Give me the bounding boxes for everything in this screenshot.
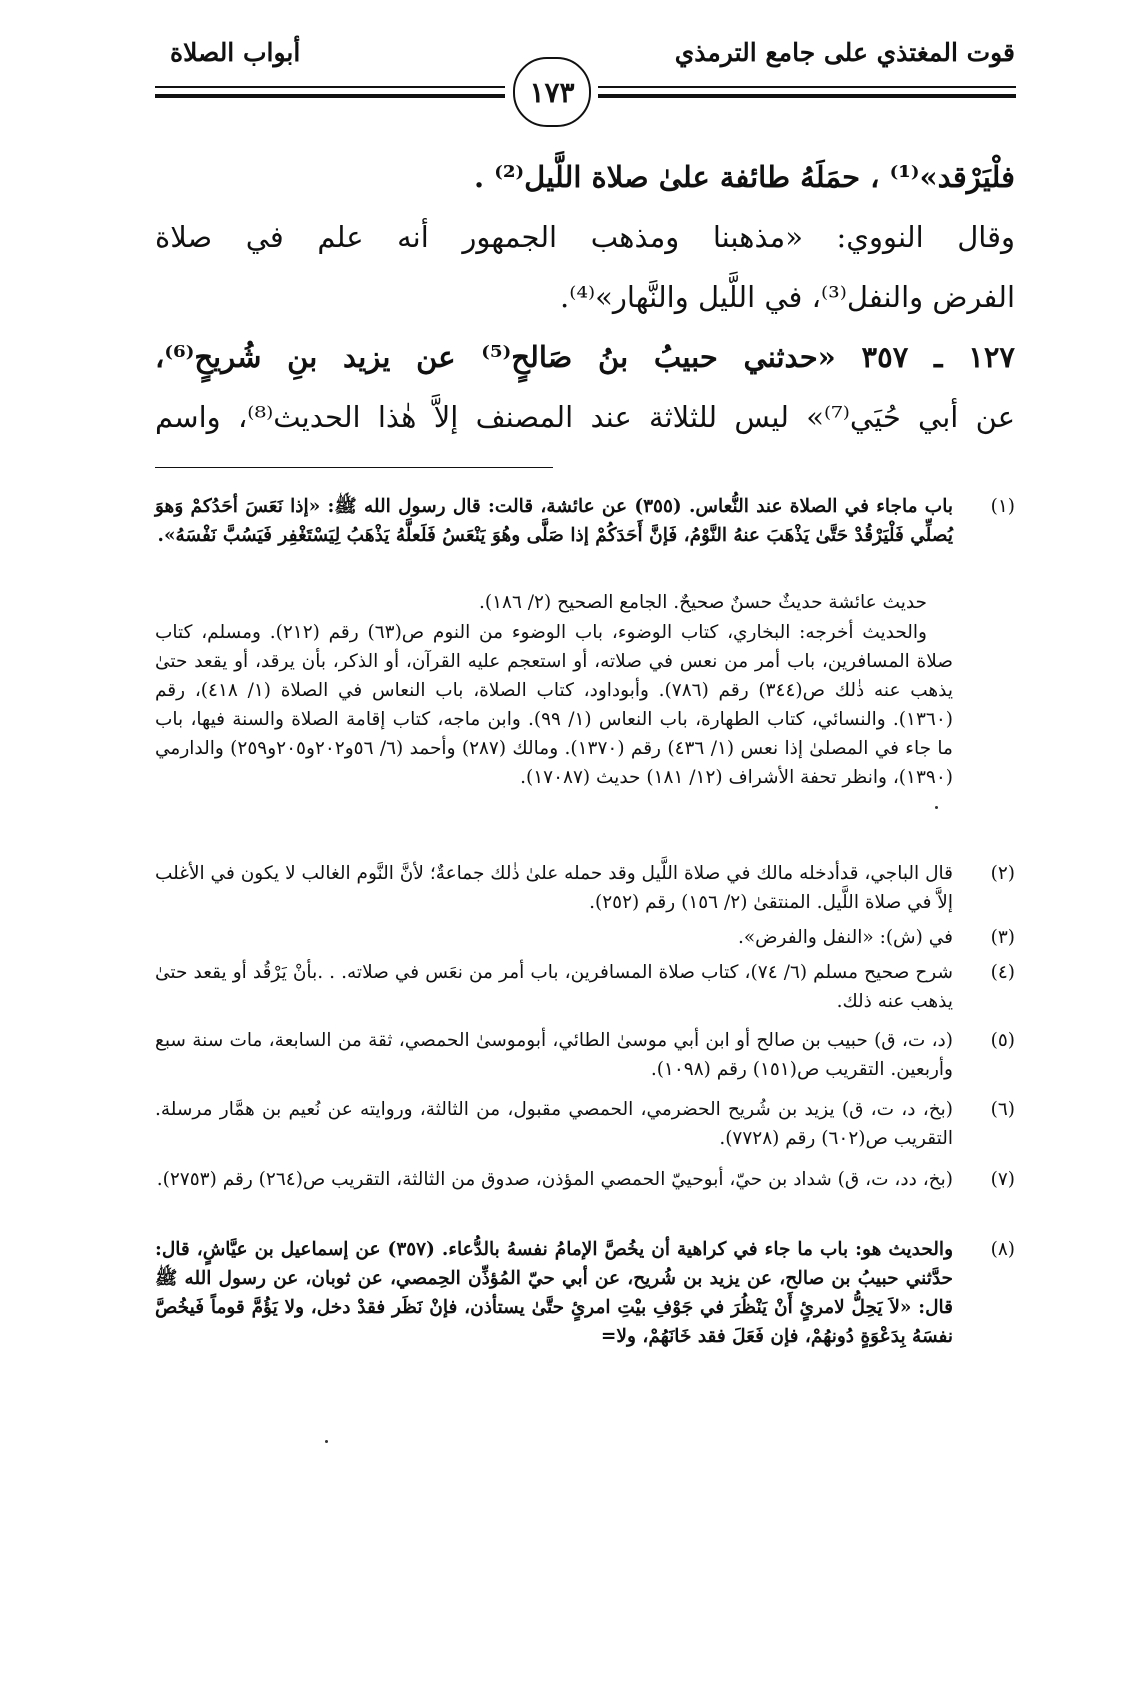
main-line-text: وقال النووي: «مذهبنا ومذهب الجمهور أنه علم في صلاة	[155, 220, 1015, 254]
print-speck	[935, 806, 938, 809]
print-speck	[325, 1440, 328, 1443]
main-line-text: الفرض والنفل⁽³⁾، في اللَّيل والنَّهار»⁽⁴⁾.	[560, 280, 1015, 314]
running-head-chapter-title: أبواب الصلاة	[170, 38, 301, 67]
footnote-number: (٥)	[990, 1030, 1015, 1051]
main-line	[155, 328, 1015, 386]
footnote-number: (٧)	[990, 1169, 1015, 1190]
footnote-number: (٢)	[990, 863, 1015, 884]
footnote-text: والحديث هو: باب ما جاء في كراهية أن يخُصَّ الإمامُ نفسهُ بالدُّعاء. (٣٥٧) عن إسماعيل بن عيَّاشٍ، قال: حدَّثني حبيبُ بن صالح، عن يزيد بن شُريح، عن أبي حيّ المُؤذِّن الحِمصي، عن ثوبان، عن رسول الله ﷺ قال: «لاَ يَحِلُّ لامرئٍ أَنْ يَنْظُرَ في جَوْفِ بيْتِ امرئٍ حتَّىٰ يستأذن، فإنْ نَظَر فقدْ دخل، ولا يَؤُمَّ قوماً فَيخُصَّ نفسَهُ بِدَعْوَةٍ دُونهُمْ، فإن فَعَلَ فقد خَانَهُمْ، ولا=	[155, 1239, 954, 1347]
main-line-text: فلْيَرْقد»⁽¹⁾ ، حمَلَهُ طائفة علىٰ صلاة اللَّيل⁽²⁾ .	[474, 160, 1015, 194]
page-number: ١٧٣	[513, 57, 591, 127]
header-rule-left-top	[155, 86, 505, 88]
main-line	[155, 268, 1015, 326]
footnote-text: (بخ، دد، ت، ق) شداد بن حيّ، أبوحييّ الحمصي المؤذن، صدوق من الثالثة، التقريب ص(٢٦٤) رقم (٢٧٥٣).	[156, 1169, 953, 1190]
header-rule-right-bottom	[598, 94, 1016, 98]
main-line-text: عن أبي حُيَي⁽⁷⁾» ليس للثلاثة عند المصنف إلاَّ هٰذا الحديث⁽⁸⁾، واسم	[155, 400, 1015, 434]
footnotes	[155, 492, 1015, 1512]
footnote-text: (د، ت، ق) حبيب بن صالح أو ابن أبي موسىٰ الطائي، أبوموسىٰ الحمصي، ثقة من السابعة، مات سنة سبع وأربعين. التقريب ص(١٥١) رقم (١٠٩٨).	[155, 1030, 953, 1080]
footnote-separator	[155, 467, 553, 468]
footnote-text: (بخ، د، ت، ق) يزيد بن شُريح الحضرمي، الحمصي مقبول، من الثالثة، وروايته عن نُعيم بن همَّار مرسلة. التقريب ص(٦٠٢) رقم (٧٧٢٨).	[155, 1099, 953, 1149]
footnote-paragraph: حديث عائشة حديثٌ حسنٌ صحيحٌ. الجامع الصحيح (٢/ ١٨٦).	[478, 592, 927, 613]
footnote-text: باب ماجاء في الصلاة عند النُّعاس. (٣٥٥) عن عائشة، قالت: قال رسول الله ﷺ: «إذا نَعَسَ أحَدُكمْ وَهوَ يُصلِّي فَلْيَرْقُدْ حَتَّىٰ يَذْهَبَ عنهُ النَّوْمُ، فَإنَّ أَحَدَكُمْ إذا صَلَّى وهُوَ يَنْعَسُ فَلَعلَّهُ يَذْهَبُ لِيَسْتَغْفِر فَيَسُبَّ نَفْسَهُ».	[155, 496, 954, 546]
main-line	[155, 388, 1015, 446]
footnote-text: في (ش): «النفل والفرض».	[737, 927, 953, 948]
header-rule-left-bottom	[155, 94, 505, 98]
running-head-book-title: قوت المغتذي على جامع الترمذي	[674, 38, 1015, 67]
main-line-text: ١٢٧ ـ ٣٥٧ «حدثني حبيبُ بنُ صَالحٍ⁽⁵⁾ عن يزيد بنِ شُريحٍ⁽⁶⁾،	[155, 340, 1015, 374]
footnote-text: شرح صحيح مسلم (٦/ ٧٤)، كتاب صلاة المسافرين، باب أمر من نعَس في صلاته. . .بأنْ يَرْقُد أو يقعد حتىٰ يذهب عنه ذلك.	[155, 962, 953, 1012]
header-rule-right-top	[598, 86, 1016, 88]
main-line	[155, 148, 1015, 206]
footnote-number: (٤)	[990, 962, 1015, 983]
footnote-number: (٦)	[990, 1099, 1015, 1120]
footnote-number: (٣)	[990, 927, 1015, 948]
footnote-paragraph: والحديث أخرجه: البخاري، كتاب الوضوء، باب الوضوء من النوم ص(٦٣) رقم (٢١٢). ومسلم، كتاب صلاة المسافرين، باب أمر من نعس في صلاته، أو استعجم عليه القرآن، أو الذكر، بأن يرقد، أو يقعد حتىٰ يذهب عنه ذٰلك ص(٣٤٤) رقم (٧٨٦). وأبوداود، كتاب الصلاة، باب النعاس في الصلاة (١/ ٤١٨)، رقم (١٣٦٠). والنسائي، كتاب الطهارة، باب النعاس (١/ ٩٩). وابن ماجه، كتاب إقامة الصلاة والسنة فيها، باب ما جاء في المصلىٰ إذا نعس (١/ ٤٣٦) رقم (١٣٧٠). ومالك (٢٨٧) وأحمد (٦/ ٥٦و٢٠٢و٢٠٥و٢٥٩) والدارمي (١٣٩٠)، وانظر تحفة الأشراف (١٢/ ١٨١) حديث (١٧٠٨٧).	[155, 622, 954, 788]
footnote-number: (٨)	[990, 1239, 1015, 1260]
footnote-text: قال الباجي، قدأدخله مالك في صلاة اللَّيل وقد حمله علىٰ ذٰلك جماعةٌ؛ لأنَّ النَّوم الغالب لا يكون في الأغلب إلاَّ في صلاة اللَّيل. المنتقىٰ (٢/ ١٥٦) رقم (٢٥٢).	[155, 863, 953, 913]
main-line	[155, 208, 1015, 266]
footnote-number: (١)	[990, 496, 1015, 517]
